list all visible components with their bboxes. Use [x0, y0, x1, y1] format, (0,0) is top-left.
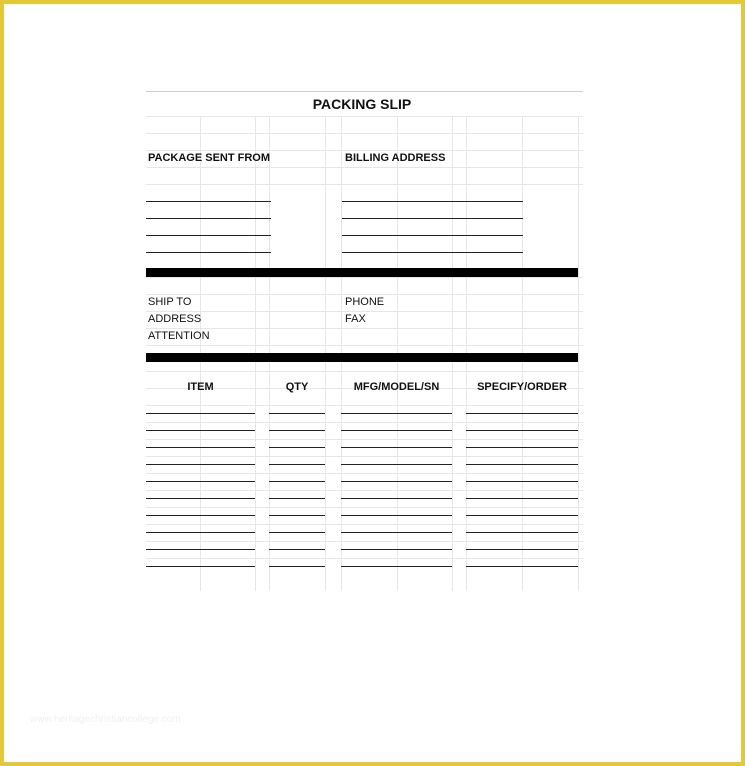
specify-order-entry-line[interactable]: [466, 447, 578, 448]
packing-slip-sheet: [146, 91, 583, 591]
mfg-model-sn-entry-line[interactable]: [341, 532, 452, 533]
item-entry-line[interactable]: [146, 464, 255, 465]
grid-row-line: [146, 294, 583, 295]
address-label: ADDRESS: [148, 313, 202, 325]
item-entry-line[interactable]: [146, 566, 255, 567]
specify-order-entry-line[interactable]: [466, 498, 578, 499]
qty-entry-line[interactable]: [269, 515, 325, 516]
attention-label: ATTENTION: [148, 330, 210, 342]
specify-order-entry-line[interactable]: [466, 481, 578, 482]
page-title: PACKING SLIP: [312, 96, 412, 112]
item-entry-line[interactable]: [146, 447, 255, 448]
fax-label: FAX: [345, 313, 366, 325]
grid-row-line: [146, 541, 583, 542]
section-divider-bar: [146, 268, 578, 277]
qty-entry-line[interactable]: [269, 566, 325, 567]
item-entry-line[interactable]: [146, 430, 255, 431]
grid-column-line: [578, 116, 579, 591]
qty-entry-line[interactable]: [269, 498, 325, 499]
billing-address-line[interactable]: [342, 201, 523, 202]
grid-row-line: [146, 345, 583, 346]
grid-row-line: [146, 490, 583, 491]
mfg-model-sn-entry-line[interactable]: [341, 447, 452, 448]
billing-address-line[interactable]: [342, 235, 523, 236]
grid-row-line: [146, 473, 583, 474]
grid-row-line: [146, 184, 583, 185]
grid-row-line: [146, 405, 583, 406]
sender-address-line[interactable]: [146, 201, 271, 202]
mfg-model-sn-entry-line[interactable]: [341, 549, 452, 550]
item-entry-line[interactable]: [146, 515, 255, 516]
section-divider-bar: [146, 353, 578, 362]
item-entry-line[interactable]: [146, 549, 255, 550]
phone-label: PHONE: [345, 296, 385, 308]
item-column-header: ITEM: [187, 381, 214, 393]
qty-column-header: QTY: [285, 381, 309, 393]
sender-address-line[interactable]: [146, 252, 271, 253]
specify-order-entry-line[interactable]: [466, 413, 578, 414]
specify-order-entry-line[interactable]: [466, 532, 578, 533]
top-border-line: [146, 91, 583, 92]
specify-order-entry-line[interactable]: [466, 430, 578, 431]
qty-entry-line[interactable]: [269, 464, 325, 465]
grid-row-line: [146, 524, 583, 525]
mfg-model-sn-entry-line[interactable]: [341, 515, 452, 516]
item-entry-line[interactable]: [146, 481, 255, 482]
qty-entry-line[interactable]: [269, 413, 325, 414]
grid-row-line: [146, 167, 583, 168]
mfg-model-sn-entry-line[interactable]: [341, 413, 452, 414]
specify-order-entry-line[interactable]: [466, 464, 578, 465]
item-entry-line[interactable]: [146, 498, 255, 499]
specify-order-entry-line[interactable]: [466, 549, 578, 550]
qty-entry-line[interactable]: [269, 549, 325, 550]
package-sent-from-heading: PACKAGE SENT FROM: [148, 152, 271, 164]
qty-entry-line[interactable]: [269, 447, 325, 448]
specify-order-entry-line[interactable]: [466, 515, 578, 516]
qty-entry-line[interactable]: [269, 481, 325, 482]
mfg-model-sn-entry-line[interactable]: [341, 464, 452, 465]
grid-row-line: [146, 439, 583, 440]
grid-row-line: [146, 456, 583, 457]
grid-row-line: [146, 422, 583, 423]
item-entry-line[interactable]: [146, 532, 255, 533]
billing-address-heading: BILLING ADDRESS: [345, 152, 446, 164]
grid-row-line: [146, 371, 583, 372]
watermark-text: www.heritagechristiancollege.com: [30, 714, 181, 725]
grid-row-line: [146, 277, 583, 278]
grid-row-line: [146, 507, 583, 508]
item-entry-line[interactable]: [146, 413, 255, 414]
specify-order-entry-line[interactable]: [466, 566, 578, 567]
grid-row-line: [146, 558, 583, 559]
grid-row-line: [146, 133, 583, 134]
grid-row-line: [146, 311, 583, 312]
mfg-model-sn-column-header: MFG/MODEL/SN: [353, 381, 440, 393]
sender-address-line[interactable]: [146, 235, 271, 236]
grid-row-line: [146, 150, 583, 151]
billing-address-line[interactable]: [342, 218, 523, 219]
sender-address-line[interactable]: [146, 218, 271, 219]
grid-row-line: [146, 116, 583, 117]
qty-entry-line[interactable]: [269, 532, 325, 533]
specify-order-column-header: SPECIFY/ORDER: [477, 381, 567, 393]
grid-row-line: [146, 328, 583, 329]
billing-address-line[interactable]: [342, 252, 523, 253]
ship-to-label: SHIP TO: [148, 296, 192, 308]
qty-entry-line[interactable]: [269, 430, 325, 431]
mfg-model-sn-entry-line[interactable]: [341, 430, 452, 431]
mfg-model-sn-entry-line[interactable]: [341, 566, 452, 567]
mfg-model-sn-entry-line[interactable]: [341, 498, 452, 499]
mfg-model-sn-entry-line[interactable]: [341, 481, 452, 482]
